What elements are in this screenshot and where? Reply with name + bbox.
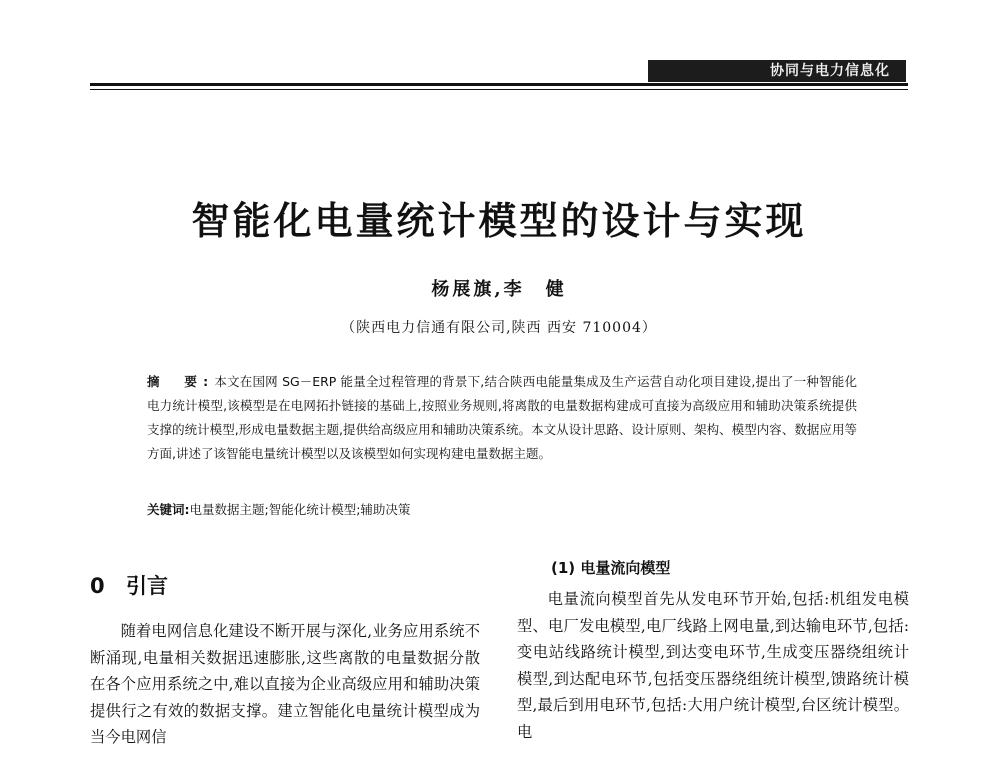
- abstract-text: 本文在国网 SG－ERP 能量全过程管理的背景下,结合陕西电能量集成及生产运营自动化项目建设,提出了一种智能化电力统计模型,该模型是在电网拓扑链接的基础上,按照业务规则,将离散的电量数据构建成可直接为高级应用和辅助决策系统提供支撑的统计模型,形成电量数据主题,提供给高级应用和辅助决策系统。本文从设计思路、设计原则、架构、模型内容、数据应用等方面,讲述了该智能电量统计模型以及该模型如何实现构建电量数据主题。: [147, 374, 858, 461]
- abstract: [147, 370, 857, 466]
- keywords-label: 关键词:: [147, 502, 190, 517]
- section-number: 0: [90, 574, 105, 598]
- left-column: [90, 568, 480, 750]
- paper-authors: 杨展旗,李 健: [431, 279, 567, 300]
- right-column: [517, 556, 909, 754]
- section-heading-introduction: [90, 568, 480, 604]
- subsection-heading-flow-model: (1) 电量流向模型: [551, 559, 671, 577]
- flow-model-paragraph: 电量流向模型首先从发电环节开始,包括:机组发电模型、电厂发电模型,电厂线路上网电量,到达输电环节,包括:变电站线路统计模型,到达变电环节,生成变压器绕组统计模型,到达配电环节,包括变压器绕组统计模型,馈路统计模型,最后到用电环节,包括:大用户统计模型,台区统计模型。电: [517, 590, 909, 741]
- header-rule-thin: [90, 89, 908, 90]
- journal-section-badge: 协同与电力信息化: [648, 60, 906, 82]
- keywords: [147, 498, 857, 522]
- header-rule-thick: [90, 83, 908, 86]
- introduction-paragraph: 随着电网信息化建设不断开展与深化,业务应用系统不断涌现,电量相关数据迅速膨胀,这些离散的电量数据分散在各个应用系统之中,难以直接为企业高级应用和辅助决策提供行之有效的数据支撑。建立智能化电量统计模型成为当今电网信: [90, 622, 480, 746]
- section-title: 引言: [126, 574, 168, 598]
- paper-title: 智能化电量统计模型的设计与实现: [191, 199, 807, 243]
- keywords-text: 电量数据主题;智能化统计模型;辅助决策: [189, 502, 411, 517]
- paper-affiliation: （陕西电力信通有限公司,陕西 西安 710004）: [341, 320, 657, 336]
- abstract-label: 摘 要:: [147, 374, 215, 389]
